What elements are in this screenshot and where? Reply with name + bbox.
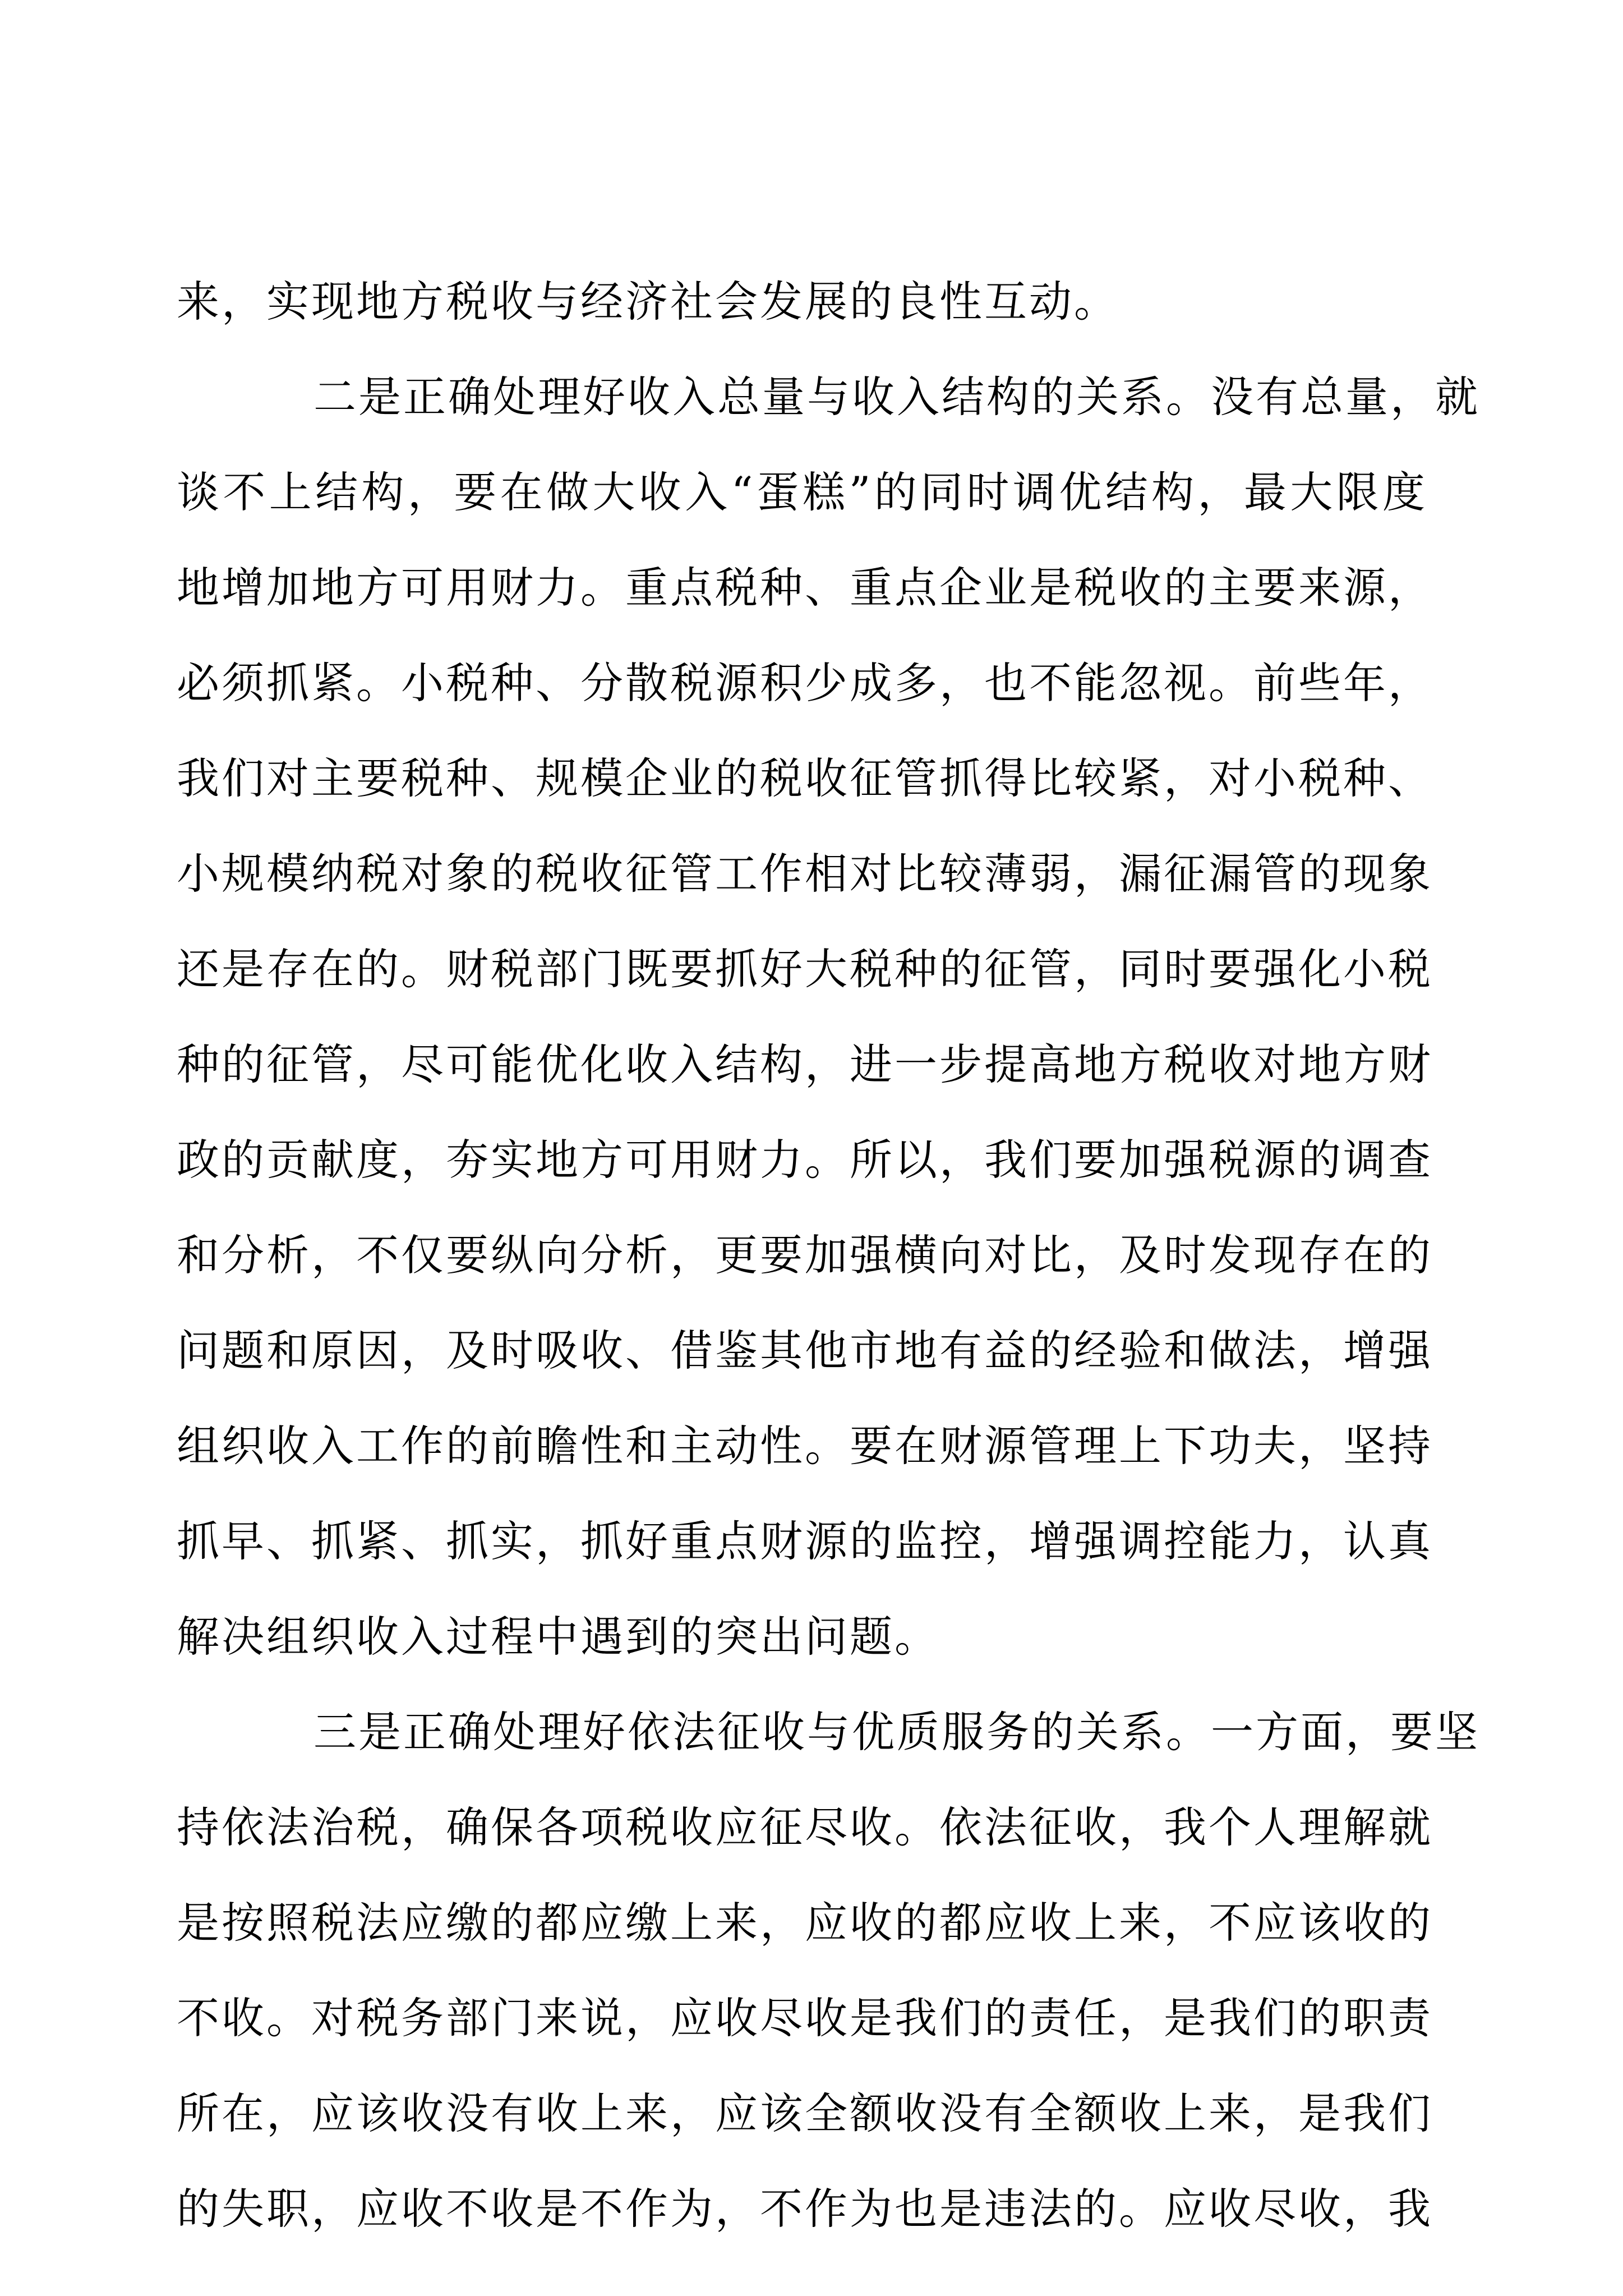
paragraph-line: 来，实现地方税收与经济社会发展的良性互动。 (177, 277, 1119, 326)
paragraph-line: 持依法治税，确保各项税收应征尽收。依法征收，我个人理解就 (177, 1802, 1433, 1852)
paragraph-line: 必须抓紧。小税种、分散税源积少成多，也不能忽视。前些年， (177, 658, 1433, 708)
paragraph-line: 组织收入工作的前瞻性和主动性。要在财源管理上下功夫，坚持 (177, 1421, 1433, 1471)
paragraph-line: 还是存在的。财税部门既要抓好大税种的征管，同时要强化小税 (177, 944, 1433, 994)
paragraph-line: 小规模纳税对象的税收征管工作相对比较薄弱，漏征漏管的现象 (177, 849, 1433, 899)
paragraph-line: 的失职，应收不收是不作为，不作为也是违法的。应收尽收，我 (177, 2184, 1433, 2234)
paragraph-line: 政的贡献度，夯实地方可用财力。所以，我们要加强税源的调查 (177, 1135, 1433, 1185)
paragraph-line: 不收。对税务部门来说，应收尽收是我们的责任，是我们的职责 (177, 1993, 1433, 2043)
paragraph-line: 我们对主要税种、规模企业的税收征管抓得比较紧，对小税种、 (177, 753, 1433, 803)
paragraph-line: 二是正确处理好收入总量与收入结构的关系。没有总量，就 (313, 372, 1480, 422)
paragraph-line: 三是正确处理好依法征收与优质服务的关系。一方面，要坚 (313, 1707, 1480, 1757)
paragraph-line: 问题和原因，及时吸收、借鉴其他市地有益的经验和做法，增强 (177, 1326, 1433, 1375)
paragraph-line: 是按照税法应缴的都应缴上来，应收的都应收上来，不应该收的 (177, 1898, 1433, 1948)
paragraph-line: 地增加地方可用财力。重点税种、重点企业是税收的主要来源， (177, 563, 1433, 613)
paragraph-line: 和分析，不仅要纵向分析，更要加强横向对比，及时发现存在的 (177, 1230, 1433, 1280)
paragraph-line: 谈不上结构，要在做大收入“蛋糕”的同时调优结构，最大限度 (177, 467, 1427, 517)
paragraph-line: 解决组织收入过程中遇到的突出问题。 (177, 1612, 939, 1662)
paragraph-line: 抓早、抓紧、抓实，抓好重点财源的监控，增强调控能力，认真 (177, 1516, 1433, 1566)
paragraph-line: 所在，应该收没有收上来，应该全额收没有全额收上来，是我们 (177, 2088, 1433, 2138)
paragraph-line: 种的征管，尽可能优化收入结构，进一步提高地方税收对地方财 (177, 1039, 1433, 1089)
